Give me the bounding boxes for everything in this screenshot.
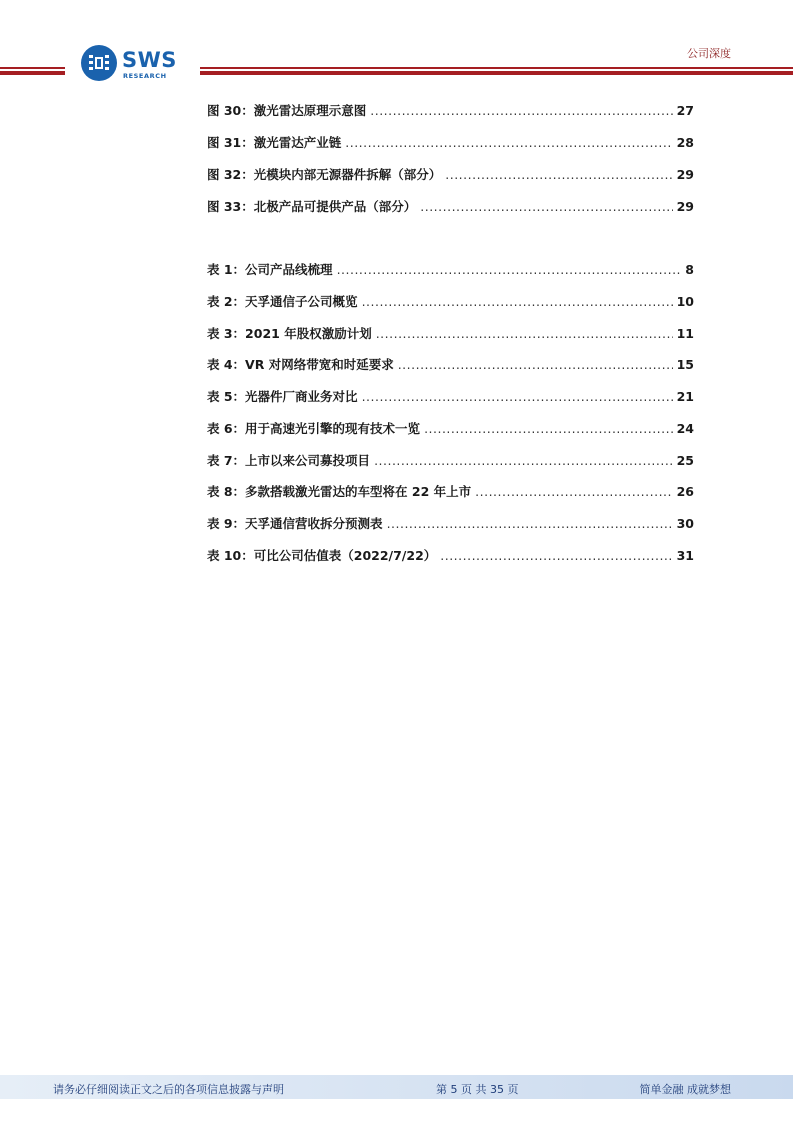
toc-entry-figure[interactable]	[207, 133, 694, 153]
toc-entry-table[interactable]	[207, 546, 694, 566]
toc-entry-page: 28	[676, 135, 694, 150]
toc-entry-label: 表 8：多款搭载激光雷达的车型将在 22 年上市	[207, 484, 472, 499]
dot-leader	[445, 167, 672, 182]
document-type: 公司深度	[687, 47, 731, 60]
toc-entry-page: 29	[676, 167, 694, 182]
dot-leader	[398, 357, 673, 372]
toc-entry-table[interactable]	[207, 324, 694, 344]
dot-leader	[440, 548, 672, 563]
logo-subtext: RESEARCH	[123, 72, 167, 80]
toc-entry-page: 25	[676, 453, 694, 468]
toc-entry-figure[interactable]	[207, 165, 694, 185]
toc-entry-table[interactable]	[207, 451, 694, 471]
toc-entry-page: 10	[676, 294, 694, 309]
toc-entry-label: 表 9：天孚通信营收拆分预测表	[207, 516, 383, 531]
toc-entry-table[interactable]	[207, 355, 694, 375]
dot-leader	[387, 516, 673, 531]
toc-entry-label: 表 1：公司产品线梳理	[207, 262, 333, 277]
toc-entry-label: 图 32：光模块内部无源器件拆解（部分）	[207, 167, 442, 182]
toc-entry-page: 29	[676, 199, 694, 214]
toc-entry-page: 31	[676, 548, 694, 563]
sws-logo-icon	[80, 44, 118, 82]
header-rule-left	[0, 67, 65, 76]
toc-entry-page: 21	[676, 389, 694, 404]
footer-page-number: 第 5 页 共 35 页	[436, 1083, 519, 1096]
toc-entry-table[interactable]	[207, 482, 694, 502]
dot-leader	[337, 262, 682, 277]
dot-leader	[475, 484, 672, 499]
footer-slogan: 简单金融 成就梦想	[639, 1083, 731, 1096]
toc-entry-label: 表 7：上市以来公司募投项目	[207, 453, 371, 468]
toc-entry-figure[interactable]	[207, 197, 694, 217]
toc-entry-page: 15	[676, 357, 694, 372]
toc-entry-table[interactable]	[207, 514, 694, 534]
toc-entry-page: 30	[676, 516, 694, 531]
toc-entry-page: 8	[685, 262, 694, 277]
toc-entry-label: 表 10：可比公司估值表（2022/7/22）	[207, 548, 437, 563]
toc-entry-label: 表 5：光器件厂商业务对比	[207, 389, 358, 404]
toc-entry-page: 11	[676, 326, 694, 341]
toc-entry-page: 27	[676, 103, 694, 118]
toc-entry-figure[interactable]	[207, 101, 694, 121]
toc-entry-page: 24	[676, 421, 694, 436]
toc-entry-label: 表 3：2021 年股权激励计划	[207, 326, 372, 341]
dot-leader	[424, 421, 673, 436]
dot-leader	[420, 199, 672, 214]
footer-disclaimer: 请务必仔细阅读正文之后的各项信息披露与声明	[53, 1083, 284, 1096]
dot-leader	[374, 453, 673, 468]
toc-entry-label: 表 4：VR 对网络带宽和时延要求	[207, 357, 394, 372]
dot-leader	[376, 326, 673, 341]
toc-entry-table[interactable]	[207, 387, 694, 407]
toc-entry-label: 表 6：用于高速光引擎的现有技术一览	[207, 421, 421, 436]
page-header	[0, 0, 793, 90]
toc-entry-label: 表 2：天孚通信子公司概览	[207, 294, 358, 309]
toc-entry-table[interactable]	[207, 260, 694, 280]
logo-text: SWS	[122, 48, 177, 72]
sws-logo	[80, 44, 190, 84]
toc-entry-table[interactable]	[207, 292, 694, 312]
dot-leader	[370, 103, 672, 118]
page-footer	[0, 1075, 793, 1099]
header-rule-right	[200, 67, 793, 76]
toc-entry-page: 26	[676, 484, 694, 499]
toc-entry-label: 图 31：激光雷达产业链	[207, 135, 342, 150]
dot-leader	[362, 389, 673, 404]
toc-entry-label: 图 30：激光雷达原理示意图	[207, 103, 367, 118]
toc-entry-label: 图 33：北极产品可提供产品（部分）	[207, 199, 417, 214]
dot-leader	[345, 135, 672, 150]
dot-leader	[362, 294, 673, 309]
toc-entry-table[interactable]	[207, 419, 694, 439]
